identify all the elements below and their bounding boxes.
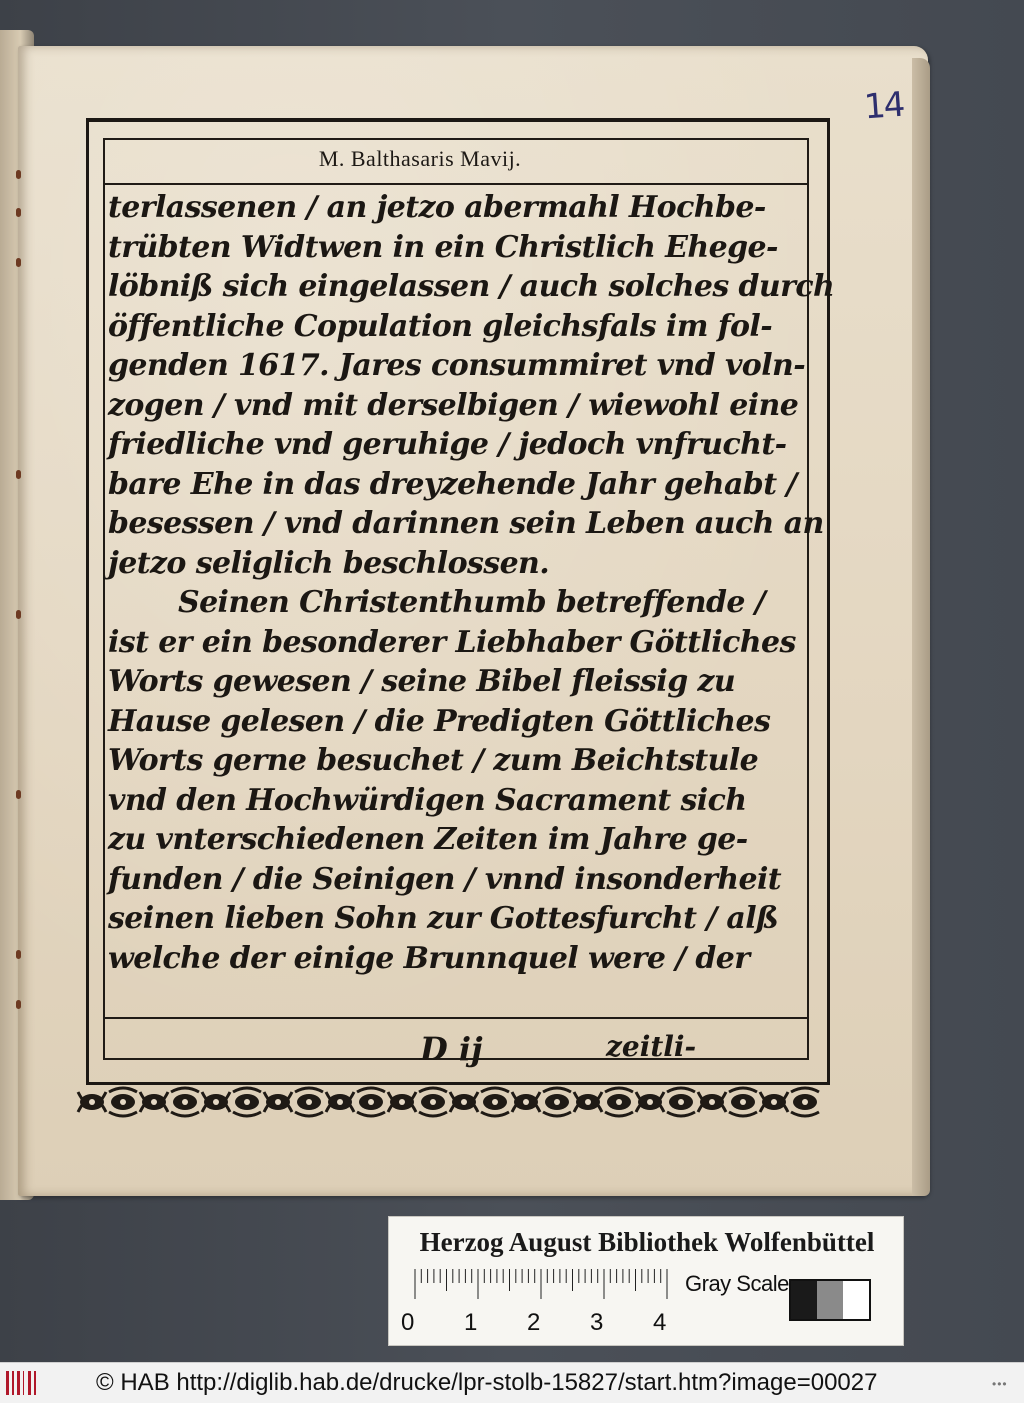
ruler-numbers xyxy=(401,1309,681,1339)
fleuron-icon xyxy=(667,1088,695,1116)
library-color-label xyxy=(388,1216,904,1346)
fleuron-icon xyxy=(729,1088,757,1116)
footer-permalink[interactable]: © HAB http://diglib.hab.de/drucke/lpr-stolb-15827/start.htm?image=00027 xyxy=(96,1369,878,1396)
fleuron-icon xyxy=(109,1088,137,1116)
text-line: zu vnterschiedenen Zeiten im Jahre ge- xyxy=(108,822,748,857)
binding-mark xyxy=(16,950,21,959)
fleuron-icon xyxy=(481,1088,509,1116)
binding-mark xyxy=(16,470,21,479)
footer-rule xyxy=(103,1017,807,1019)
text-line: bare Ehe in das dreyzehende Jahr gehabt / xyxy=(108,466,797,502)
gray-scale-label: Gray Scale xyxy=(685,1271,789,1296)
signature-mark: D ij xyxy=(420,1030,483,1068)
text-line: Hause gelesen / die Predigten Göttliches xyxy=(108,703,771,739)
fleuron-icon xyxy=(171,1088,199,1116)
fleuron-icon xyxy=(140,1092,168,1112)
fleuron-ornament-band xyxy=(80,1082,840,1122)
text-line: funden / die Seinigen / vnnd insonderheit xyxy=(108,861,782,897)
ruler-number: 4 xyxy=(653,1309,667,1336)
viewer-footer xyxy=(0,1362,1024,1403)
text-line: jetzo seliglich beschlossen. xyxy=(108,545,550,581)
text-line: Seinen Christenthumb betreffende / xyxy=(178,585,766,620)
measurement-ruler xyxy=(409,1269,669,1299)
fleuron-icon xyxy=(388,1092,416,1112)
binding-mark xyxy=(16,790,21,799)
ruler-number: 2 xyxy=(527,1309,541,1336)
fleuron-icon xyxy=(419,1088,447,1116)
running-head: M. Balthasaris Mavij. xyxy=(318,146,522,171)
fleuron-icon xyxy=(295,1088,323,1116)
text-line: terlassenen / an jetzo abermahl Hochbe- xyxy=(108,190,766,225)
header-rule xyxy=(103,183,807,185)
text-line: genden 1617. Jares consummiret vnd voln- xyxy=(108,348,806,383)
library-title: Herzog August Bibliothek Wolfenbüttel xyxy=(419,1227,875,1257)
fleuron-icon xyxy=(760,1092,788,1112)
ruler-number: 0 xyxy=(401,1309,415,1336)
text-line: vnd den Hochwürdigen Sacrament sich xyxy=(108,782,747,818)
fleuron-icon xyxy=(450,1092,478,1112)
fleuron-icon xyxy=(233,1088,261,1116)
ruler-number: 3 xyxy=(590,1309,604,1336)
ruler-number: 1 xyxy=(464,1309,478,1336)
binding-mark xyxy=(16,208,21,217)
folio-number: 14 xyxy=(862,84,905,128)
text-line: Worts gewesen / seine Bibel fleissig zu xyxy=(108,664,736,699)
catchword: zeitli- xyxy=(606,1030,697,1063)
binding-mark xyxy=(16,170,21,179)
page-edge xyxy=(912,58,930,1196)
body-text xyxy=(108,188,835,978)
fleuron-icon xyxy=(543,1088,571,1116)
fleuron-icon xyxy=(698,1092,726,1112)
gray-swatch-mid xyxy=(817,1281,843,1319)
fleuron-icon xyxy=(78,1092,106,1112)
binding-mark xyxy=(16,610,21,619)
fleuron-icon xyxy=(512,1092,540,1112)
ellipsis-icon[interactable]: ••• xyxy=(992,1377,1008,1391)
gray-swatch-dark xyxy=(791,1281,817,1319)
binding-mark xyxy=(16,258,21,267)
text-line: ist er ein besonderer Liebhaber Göttliches xyxy=(108,624,796,660)
fleuron-icon xyxy=(574,1092,602,1112)
text-line: seinen lieben Sohn zur Gottesfurcht / alß xyxy=(108,901,779,936)
fleuron-icon xyxy=(326,1092,354,1112)
gray-swatch-light xyxy=(843,1281,869,1319)
fleuron-icon xyxy=(605,1088,633,1116)
text-line: besessen / vnd darinnen sein Leben auch an xyxy=(108,506,824,541)
fleuron-icon xyxy=(264,1092,292,1112)
text-line: trübten Widtwen in ein Christlich Ehege- xyxy=(108,229,778,265)
fleuron-icon xyxy=(202,1092,230,1112)
text-line: welche der einige Brunnquel were / der xyxy=(108,940,750,976)
fleuron-icon xyxy=(357,1088,385,1116)
hab-barcode-logo-icon[interactable] xyxy=(4,1369,48,1397)
text-line: zogen / vnd mit derselbigen / wiewohl eine xyxy=(108,387,799,423)
fleuron-icon xyxy=(791,1088,819,1116)
text-line: friedliche vnd geruhige / jedoch vnfrucht- xyxy=(108,427,787,462)
binding-thread-marks xyxy=(14,170,24,1070)
text-line: löbniß sich eingelassen / auch solches durch xyxy=(108,269,835,304)
text-line: Worts gerne besuchet / zum Beichtstule xyxy=(108,743,759,778)
fleuron-icon xyxy=(636,1092,664,1112)
binding-mark xyxy=(16,1000,21,1009)
gray-scale-swatches xyxy=(789,1279,871,1321)
text-line: öffentliche Copulation gleichsfals im fol- xyxy=(108,308,773,344)
